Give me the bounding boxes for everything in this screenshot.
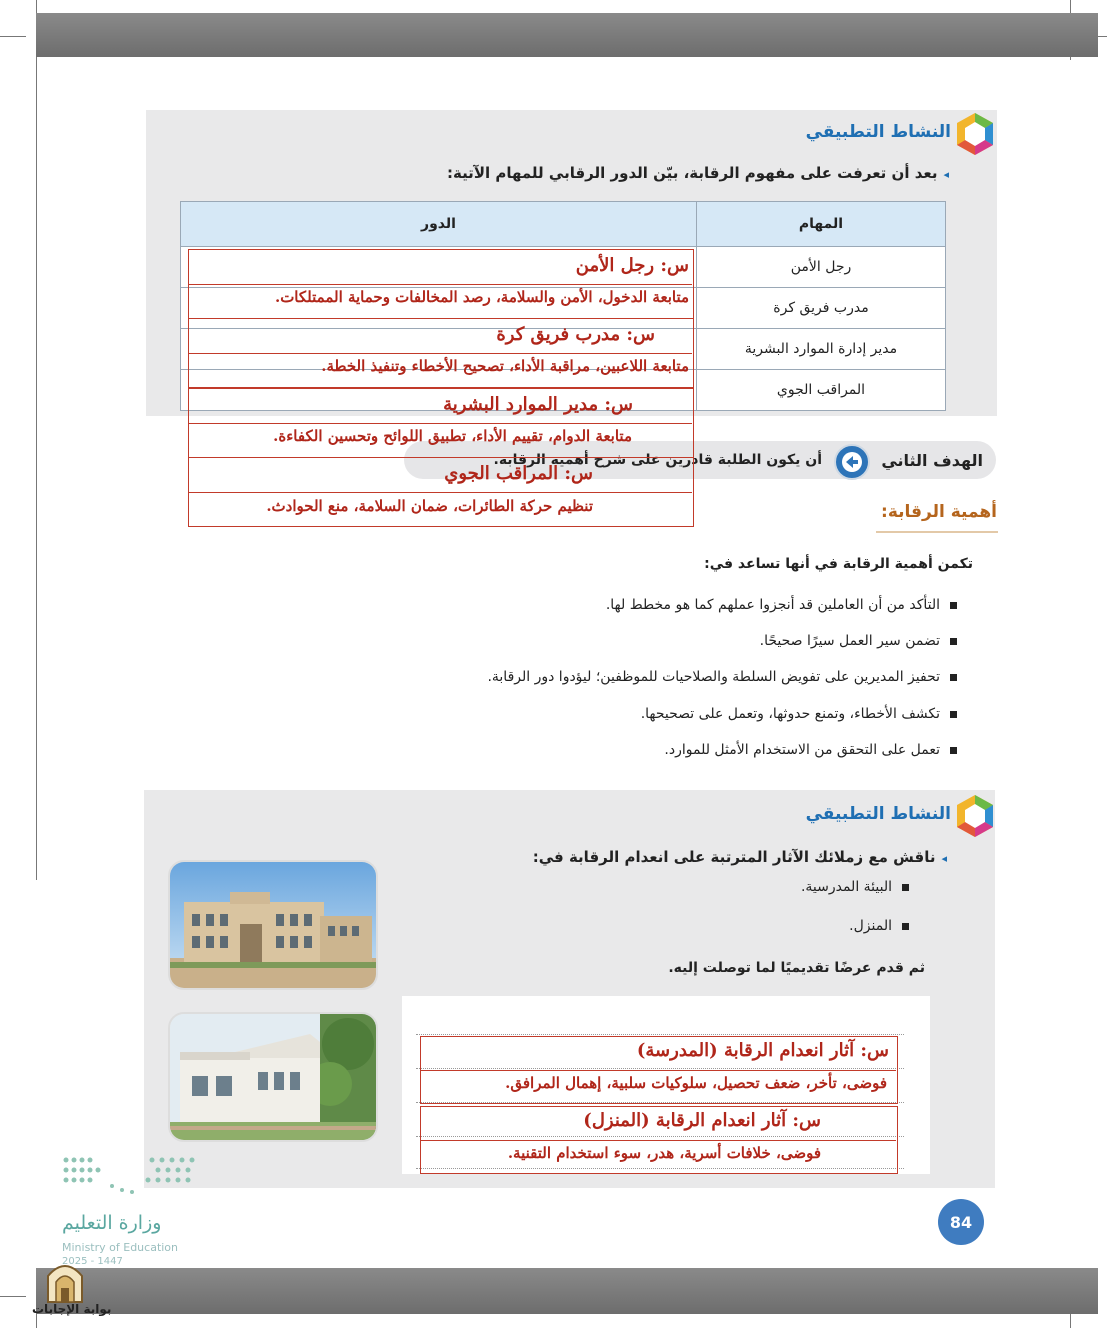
footer-bar [36, 1268, 1098, 1314]
answer-text-2: متابعة اللاعبين، مراقبة الأداء، تصحيح الأخطاء وتنفيذ الخطة. [321, 357, 689, 375]
goal-arrow-icon [834, 444, 870, 480]
answer-divider [188, 353, 692, 354]
goal-label: الهدف الثاني [881, 451, 983, 470]
answer-divider [188, 423, 692, 424]
answer-question-6: س: آثار انعدام الرقابة (المنزل) [583, 1110, 821, 1131]
list-item-text: البيئة المدرسية. [800, 879, 892, 895]
square-bullet-icon [950, 674, 957, 681]
list-item [664, 742, 957, 758]
list-item-text: تعمل على التحقق من الاستخدام الأمثل للموارد. [664, 742, 940, 758]
triangle-bullet-icon: ◂ [941, 852, 947, 865]
activity-followup: ثم قدم عرضًا تقديميًا لما توصلت إليه. [668, 960, 925, 976]
goal-text: أن يكون الطلبة قادرين على شرح أهمية الرقابة. [493, 452, 822, 468]
activity-icon-1 [956, 112, 994, 160]
list-item [849, 918, 909, 934]
page-number: 84 [938, 1199, 984, 1245]
ministry-logo-dots [62, 1156, 196, 1198]
instruction-text: ناقش مع زملائك الآثار المترتبة على انعدام الرقابة في: [532, 848, 936, 866]
answer-question-5: س: آثار انعدام الرقابة (المدرسة) [636, 1040, 889, 1061]
square-bullet-icon [902, 923, 909, 930]
building-image [170, 862, 376, 988]
answer-text-3: متابعة الدوام، تقييم الأداء، تطبيق اللوائح وتحسين الكفاءة. [273, 427, 632, 445]
task-cell: مدير إدارة الموارد البشرية [697, 329, 946, 370]
task-cell: مدرب فريق كرة [697, 288, 946, 329]
answer-divider [188, 492, 692, 493]
section-heading: أهمية الرقابة: [881, 502, 997, 522]
answer-text-4: تنظيم حركة الطائرات، ضمان السلامة، منع الحوادث. [266, 497, 593, 515]
section-intro: تكمن أهمية الرقابة في أنها تساعد في: [704, 556, 973, 572]
dotted-line [416, 1034, 904, 1035]
hexagon-icon [956, 794, 994, 838]
ministry-name-arabic: وزارة التعليم [62, 1212, 162, 1234]
crop-line-bottom [0, 1296, 26, 1297]
answer-divider [420, 1140, 896, 1141]
list-item-text: المنزل. [849, 918, 892, 934]
section-underline [876, 531, 998, 533]
answer-text-5: فوضى، تأخر، ضعف تحصيل، سلوكيات سلبية، إهمال المرافق. [505, 1074, 887, 1092]
task-cell: المراقب الجوي [697, 370, 946, 411]
activity-icon-2 [956, 794, 994, 842]
school-building-photo [168, 860, 378, 990]
answer-question-2: س: مدرب فريق كرة [496, 324, 655, 345]
list-item [606, 597, 957, 613]
answer-question-3: س: مدير الموارد البشرية [443, 394, 633, 415]
answer-text-6: فوضى، خلافات أسرية، هدر، سوء استخدام التقنية. [507, 1144, 821, 1162]
activity-title-2: النشاط التطبيقي [805, 804, 951, 824]
task-cell: رجل الأمن [697, 247, 946, 288]
list-item-text: تكشف الأخطاء، وتمنع حدوثها، وتعمل على تصحيحها. [640, 706, 940, 722]
table-header-row [181, 202, 946, 247]
list-item [641, 706, 957, 722]
answer-divider [420, 1070, 896, 1071]
list-item [487, 669, 957, 685]
list-item-text: تحفيز المديرين على تفويض السلطة والصلاحيات للموظفين؛ ليؤدوا دور الرقابة. [487, 669, 940, 685]
ministry-logo-icon [62, 1156, 196, 1198]
answer-text-1: متابعة الدخول، الأمن والسلامة، رصد المخالفات وحماية الممتلكات. [274, 288, 689, 306]
list-item-text: تضمن سير العمل سيرًا صحيحًا. [759, 633, 940, 649]
activity-instruction-1 [447, 164, 949, 182]
square-bullet-icon [950, 638, 957, 645]
ministry-year: 2025 - 1447 [62, 1256, 123, 1267]
square-bullet-icon [950, 711, 957, 718]
crop-line-left [36, 0, 37, 880]
square-bullet-icon [902, 884, 909, 891]
answer-question-1: س: رجل الأمن [575, 255, 689, 276]
mosque-arch-icon [44, 1256, 86, 1304]
answer-question-4: س: المراقب الجوي [444, 463, 593, 484]
instruction-text: بعد أن تعرفت على مفهوم الرقابة، بيّن الدور الرقابي للمهام الآتية: [446, 164, 938, 182]
house-photo [168, 1012, 378, 1142]
hexagon-icon [956, 112, 994, 156]
square-bullet-icon [950, 747, 957, 754]
answer-divider [188, 284, 692, 285]
crop-line-top [0, 36, 26, 37]
col-header-role: الدور [181, 202, 697, 247]
header-bar [36, 13, 1098, 57]
col-header-tasks: المهام [697, 202, 946, 247]
ministry-name-english: Ministry of Education [62, 1241, 179, 1254]
arrow-left-icon [836, 446, 868, 478]
triangle-bullet-icon: ◂ [943, 168, 949, 181]
list-item [760, 633, 957, 649]
activity-title-1: النشاط التطبيقي [805, 122, 951, 142]
list-item-text: التأكد من أن العاملين قد أنجزوا عملهم كما هو مخطط لها. [605, 597, 940, 613]
list-item [801, 879, 909, 895]
watermark-logo [44, 1256, 86, 1304]
house-image [170, 1014, 376, 1140]
activity-instruction-2 [533, 848, 947, 866]
watermark-text: بوابة الإجابات [32, 1302, 112, 1316]
square-bullet-icon [950, 602, 957, 609]
